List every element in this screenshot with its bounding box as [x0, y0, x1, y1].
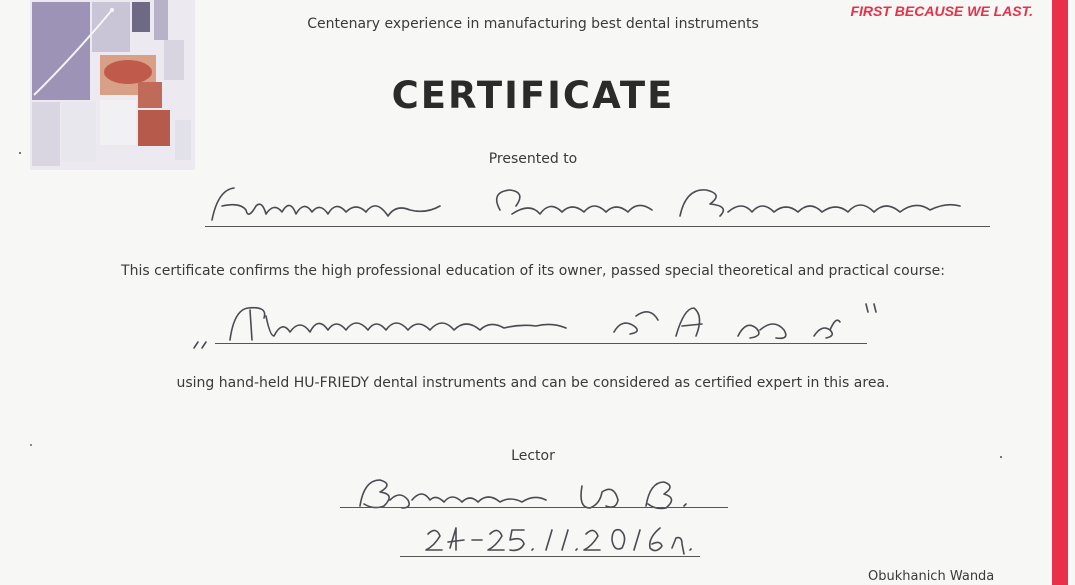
scan-speck: [30, 444, 32, 446]
lector-label: Lector: [511, 448, 555, 464]
recipient-name-line: [205, 226, 990, 227]
lector-name-line: [340, 507, 728, 508]
usage-text: using hand-held HU-FRIEDY dental instruments and can be considered as certified expert in this area.: [176, 375, 890, 391]
brand-slogan: FIRST BECAUSE WE LAST.: [850, 3, 1033, 19]
brand-tagline: Centenary experience in manufacturing best dental instruments: [307, 16, 759, 32]
confirmation-text: This certificate confirms the high professional education of its owner, passed special theoretical and practical course:: [121, 263, 945, 279]
date-line: [400, 556, 700, 557]
scan-speck: [19, 152, 21, 154]
certificate-title: CERTIFICATE: [391, 74, 675, 117]
recipient-name-handwriting: [200, 180, 990, 232]
signer-name: Obukhanich Wanda: [868, 569, 995, 584]
course-name-line: [215, 343, 867, 344]
date-handwriting: [420, 522, 720, 558]
course-name-handwriting: [190, 296, 890, 356]
scan-speck: [1000, 456, 1002, 458]
lector-name-handwriting: [350, 474, 730, 514]
presented-to-label: Presented to: [488, 151, 578, 167]
